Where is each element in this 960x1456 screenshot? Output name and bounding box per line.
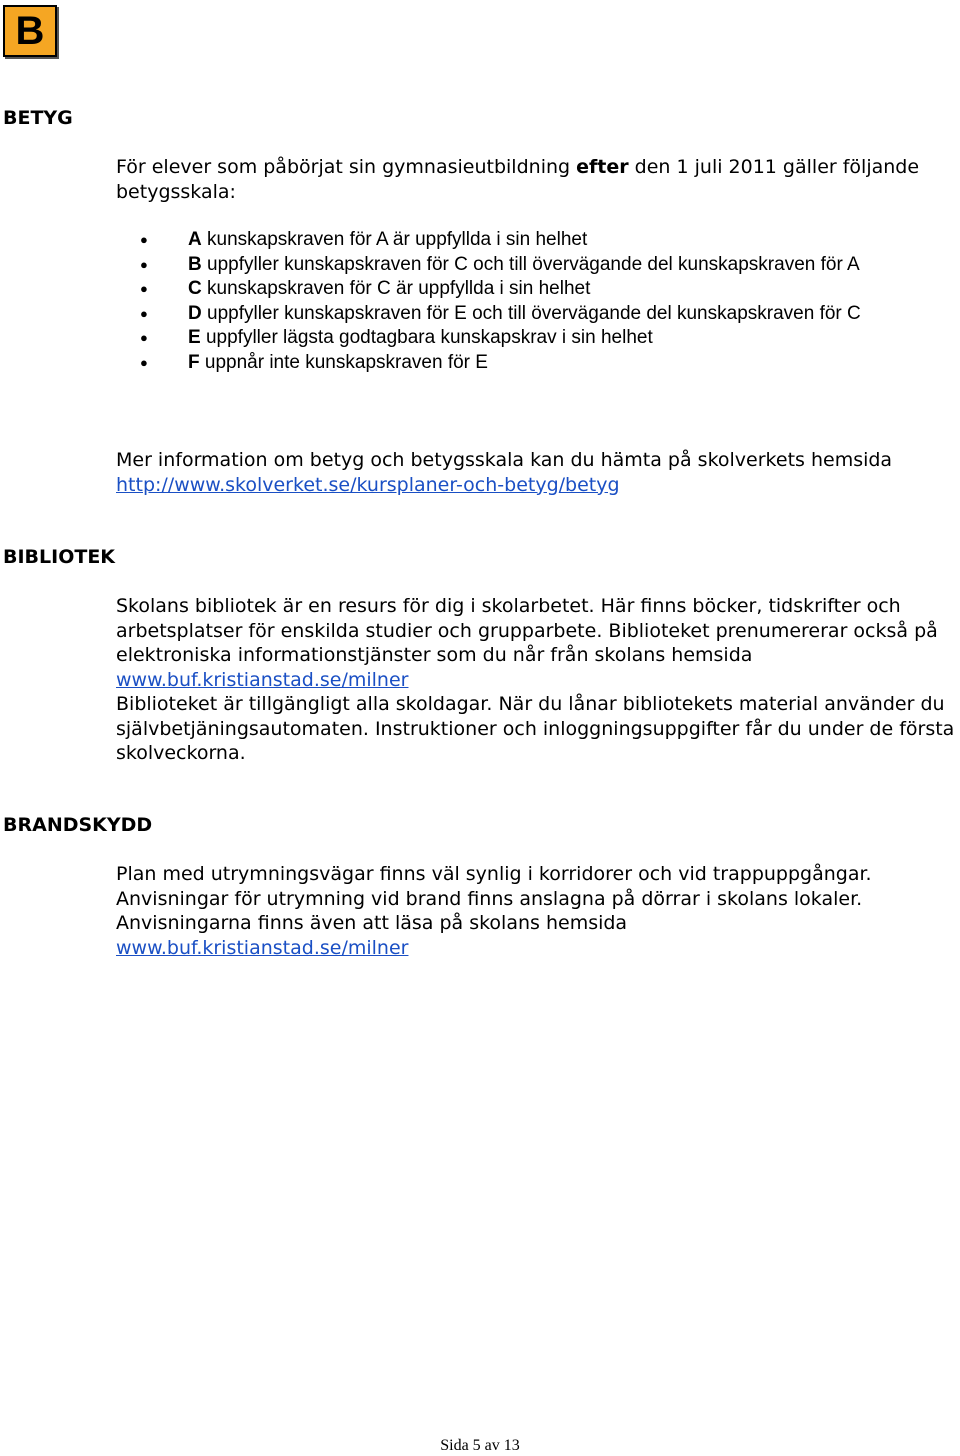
grade-letter: A <box>188 229 202 250</box>
bullet-icon: ● <box>140 354 148 370</box>
brandskydd-homepage-link[interactable]: www.buf.kristianstad.se/milner <box>116 936 409 959</box>
grade-scale-list <box>116 228 946 375</box>
bullet-icon: ● <box>140 232 148 247</box>
grade-description: kunskapskraven för A är uppfyllda i sin helhet <box>201 229 588 250</box>
betyg-intro-paragraph <box>116 155 958 204</box>
grade-letter: F <box>188 351 200 373</box>
grade-item <box>116 253 946 278</box>
bibliotek-paragraph-2: Biblioteket är tillgängligt alla skoldagar. När du lånar bibliotekets material använder du självbetjäningsautomaten. Instruktioner och inloggningsuppgifter får du under de första skolveckorna. <box>116 693 955 764</box>
bullet-icon: ● <box>140 281 148 296</box>
betyg-more-info <box>116 448 958 497</box>
heading-bibliotek: BIBLIOTEK <box>3 546 116 568</box>
grade-item <box>116 277 946 302</box>
grade-letter: D <box>188 302 202 324</box>
grade-letter: C <box>188 278 202 299</box>
grade-description: uppfyller lägsta godtagbara kunskapskrav i sin helhet <box>200 327 653 348</box>
grade-description: uppfyller kunskapskraven för E och till övervägande del kunskapskraven för C <box>201 302 861 324</box>
skolverket-link[interactable]: http://www.skolverket.se/kursplaner-och-betyg/betyg <box>116 473 620 496</box>
brandskydd-line-1: Plan med utrymningsvägar finns väl synlig i korridorer och vid trappuppgångar. <box>116 863 872 885</box>
bibliotek-paragraph-1: Skolans bibliotek är en resurs för dig i skolarbetet. Här finns böcker, tidskrifter och arbetsplatser för enskilda studier och grupparbete. Biblioteket prenumererar också på elektroniska informationstjänster som du når från skolans hemsida <box>116 595 938 666</box>
more-info-text: Mer information om betyg och betygsskala kan du hämta på skolverkets hemsida <box>116 449 893 471</box>
bibliotek-homepage-link[interactable]: www.buf.kristianstad.se/milner <box>116 668 409 691</box>
heading-betyg: BETYG <box>3 107 73 129</box>
section-letter-badge: B <box>3 5 57 57</box>
grade-item <box>116 228 946 253</box>
grade-description: uppnår inte kunskapskraven för E <box>199 351 488 373</box>
bullet-icon: ● <box>140 305 148 321</box>
intro-bold-word: efter <box>576 156 629 178</box>
intro-text-before: För elever som påbörjat sin gymnasieutbildning <box>116 156 577 178</box>
grade-description: uppfyller kunskapskraven för C och till övervägande del kunskapskraven för A <box>201 253 860 275</box>
bibliotek-text <box>116 594 958 766</box>
grade-letter: E <box>188 327 201 348</box>
grade-item <box>116 326 946 351</box>
bullet-icon: ● <box>140 330 148 345</box>
intro-text-after: den 1 juli 2011 gäller följande betygsskala: <box>116 156 920 203</box>
grade-item <box>116 302 946 327</box>
grade-description: kunskapskraven för C är uppfyllda i sin helhet <box>201 278 591 299</box>
grade-letter: B <box>188 253 202 275</box>
betyg-intro <box>116 155 958 204</box>
brandskydd-text <box>116 862 958 960</box>
grade-item <box>116 351 946 376</box>
bullet-icon: ● <box>140 256 148 272</box>
brandskydd-line-2: Anvisningar för utrymning vid brand finns anslagna på dörrar i skolans lokaler. <box>116 887 863 910</box>
page-number: Sida 5 av 13 <box>440 1437 520 1454</box>
brandskydd-line-3: Anvisningarna finns även att läsa på skolans hemsida <box>116 912 628 934</box>
heading-brandskydd: BRANDSKYDD <box>3 814 153 836</box>
